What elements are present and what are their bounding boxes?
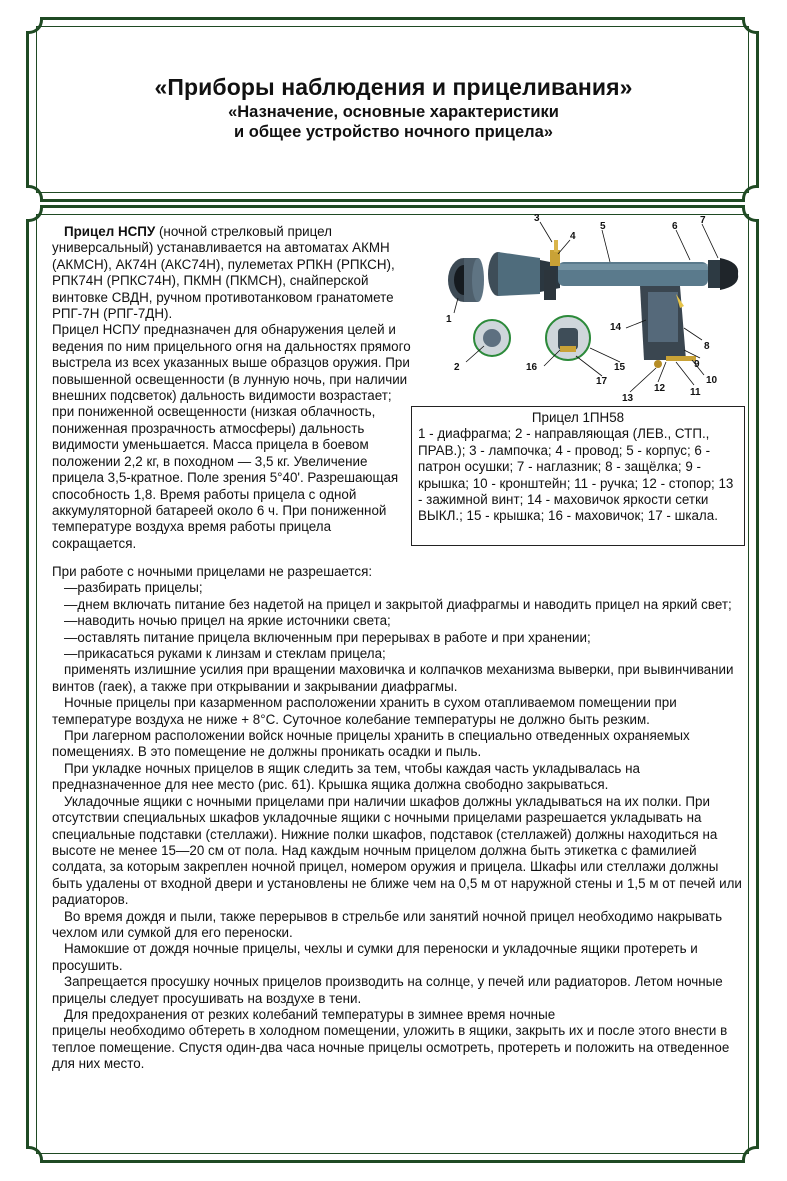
diaphragm-cap-image xyxy=(448,258,484,302)
figure-label-17: 17 xyxy=(596,376,608,387)
page-subtitle-line2: и общее устройство ночного прицела» xyxy=(234,123,553,141)
figure-label-7: 7 xyxy=(700,215,706,226)
body-paragraph: Во время дождя и пыли, также перерывов в стрельбе или занятий ночной прицел необходимо накрывать чехлом или сумкой для его переноски. xyxy=(52,908,723,940)
figure-label-2: 2 xyxy=(454,362,460,373)
caption-text: 1 - диафрагма; 2 - направляющая (ЛЕВ., СТП., ПРАВ.); 3 - лампочка; 4 - провод; 5 - корпус; 6 - патрон осушки; 7 - наглазник; 8 - защёлка; 9 - крышка; 10 - кронштейн; 11 - ручка; 12 - стопор; 13 - зажимной винт; 14 - маховичок яркости сетки ВЫКЛ.; 15 - крышка; 16 - маховичок; 17 - шкала. xyxy=(418,426,734,524)
main-text xyxy=(52,564,752,1073)
figure-label-9: 9 xyxy=(694,359,700,370)
page-subtitle-line1: «Назначение, основные характеристики xyxy=(228,103,559,121)
intro-lead-bold: Прицел НСПУ xyxy=(64,224,156,239)
forbidden-item: —разбирать прицелы; xyxy=(64,580,203,596)
body-paragraph: При лагерном расположении войск ночные прицелы хранить в специально отведенных охраняемых помещениях. В это помещение не должны проникать осадки и пыль. xyxy=(52,728,690,760)
forbidden-item: —оставлять питание прицела включенным при перерывах в работе и при хранении; xyxy=(64,629,591,645)
figure-label-15: 15 xyxy=(614,362,626,373)
intro-paragraph-2: Прицел НСПУ предназначен для обнаружения целей и ведения по ним прицельного огня на дальностях прямого выстрела из всех указанных выше образцов оружия. При повышенной освещенности (в лунную ночь, при наличии внешних подсветок) дальность видимости возрастает; при пониженной освещенности (низкая облачность, пониженная прозрачность атмосферы) дальность видимости уменьшается. Масса прицела в боевом положении 2,2 кг, в походном — 3,5 кг. Увеличение прицела 3,5-кратное. Поле зрения 5°40'. Разрешающая способность 1,8. Время работы прицела с одной аккумуляторной батареей около 6 ч. При пониженной температуре воздуха время работы прицела сокращается. xyxy=(52,322,411,551)
figure-label-8: 8 xyxy=(704,341,710,352)
forbidden-item: —прикасаться руками к линзам и стеклам прицела; xyxy=(64,646,386,662)
figure-label-3: 3 xyxy=(534,213,540,224)
figure-label-10: 10 xyxy=(706,375,718,386)
intro-paragraph xyxy=(52,224,412,322)
figure-caption-box xyxy=(411,406,745,546)
forbidden-item: —наводить ночью прицел на яркие источники света; xyxy=(64,613,391,629)
forbidden-item: применять излишние усилия при вращении маховичка и колпачков механизма выверки, при вывинчивании винтов (гаек), а также при открывании и закрывании диафрагмы. xyxy=(52,662,734,694)
figure-label-11: 11 xyxy=(690,387,701,398)
figure-label-12: 12 xyxy=(654,383,666,394)
body-paragraph: Намокшие от дождя ночные прицелы, чехлы и сумки для переноски и укладочные ящики протереть и просушить. xyxy=(52,941,698,973)
caption-title: Прицел 1ПН58 xyxy=(531,410,625,425)
body-paragraph: При укладке ночных прицелов в ящик следить за тем, чтобы каждая часть укладывалась на предназначенное для нее место (рис. 61). Крышка ящика должна свободно закрываться. xyxy=(52,760,640,793)
figure-label-5: 5 xyxy=(600,221,606,232)
body-paragraph: Укладочные ящики с ночными прицелами при наличии шкафов должны укладываться на их полки. При отсутствии специальных шкафов укладочные ящики с ночными прицелами разрешается укладывать на специальные подставки (стеллажи). Нижние полки шкафов, подставок (стеллажей) должны находиться на высоте не менее 15—20 см от пола. Над каждым ночным прицелом должна быть этикетка с фамилией солдата, за которым закреплен ночной прицел, номером оружия и прицела. Шкафы или стеллажи должны быть удалены от входной двери и установлены не ближе чем на 0,5 м от наружной стены и 1,5 м от печей или радиаторов. xyxy=(52,793,742,908)
forbidden-intro: При работе с ночными прицелами не разрешается: xyxy=(52,564,373,579)
body-paragraph-last-line1: Для предохранения от резких колебаний температуры в зимнее время ночные xyxy=(64,1006,556,1022)
body-paragraph-last-rest: прицелы необходимо обтереть в холодном помещении, уложить в ящики, закрыть их и после этого внести в теплое помещение. Спустя один-два часа ночные прицелы осмотреть, протереть и положить на отведенное для них место. xyxy=(52,1023,730,1072)
body-paragraph: Ночные прицелы при казарменном расположении хранить в сухом отапливаемом помещении при температуре воздуха не ниже + 8°С. Суточное колебание температуры не должно быть резким. xyxy=(52,695,677,727)
figure-label-4: 4 xyxy=(570,231,576,242)
forbidden-item: —днем включать питание без надетой на прицел и закрытой диафрагмы и наводить прицел на яркий свет; xyxy=(64,596,732,612)
figure-label-1: 1 xyxy=(446,314,452,325)
figure-label-14: 14 xyxy=(610,322,622,333)
figure-label-6: 6 xyxy=(672,221,678,232)
page-title: «Приборы наблюдения и прицеливания» xyxy=(154,74,633,100)
intro-lead-rest: (ночной стрелковый прицел универсальный) устанавливается на автоматах АКМН (АКМСН), АК74Н (АКС74Н), пулеметах РПКН (РПКСН), РПК74Н (РПКС74Н), ПКМН (ПКМСН), снайперской винтовке СВДН, ручном противотанковом гранатомете РПГ-7Н (РПГ-7ДН). xyxy=(52,224,395,322)
inset-knob-image xyxy=(546,316,590,360)
intro-text xyxy=(52,224,412,552)
scope-handle-image xyxy=(640,286,696,368)
figure-label-16: 16 xyxy=(526,362,538,373)
figure-label-13: 13 xyxy=(622,393,634,404)
body-paragraph: Запрещается просушку ночных прицелов производить на солнце, у печей или радиаторов. Летом ночные прицелы следует просушивать на воздухе в тени. xyxy=(52,974,723,1006)
night-sight-figure xyxy=(440,210,750,405)
